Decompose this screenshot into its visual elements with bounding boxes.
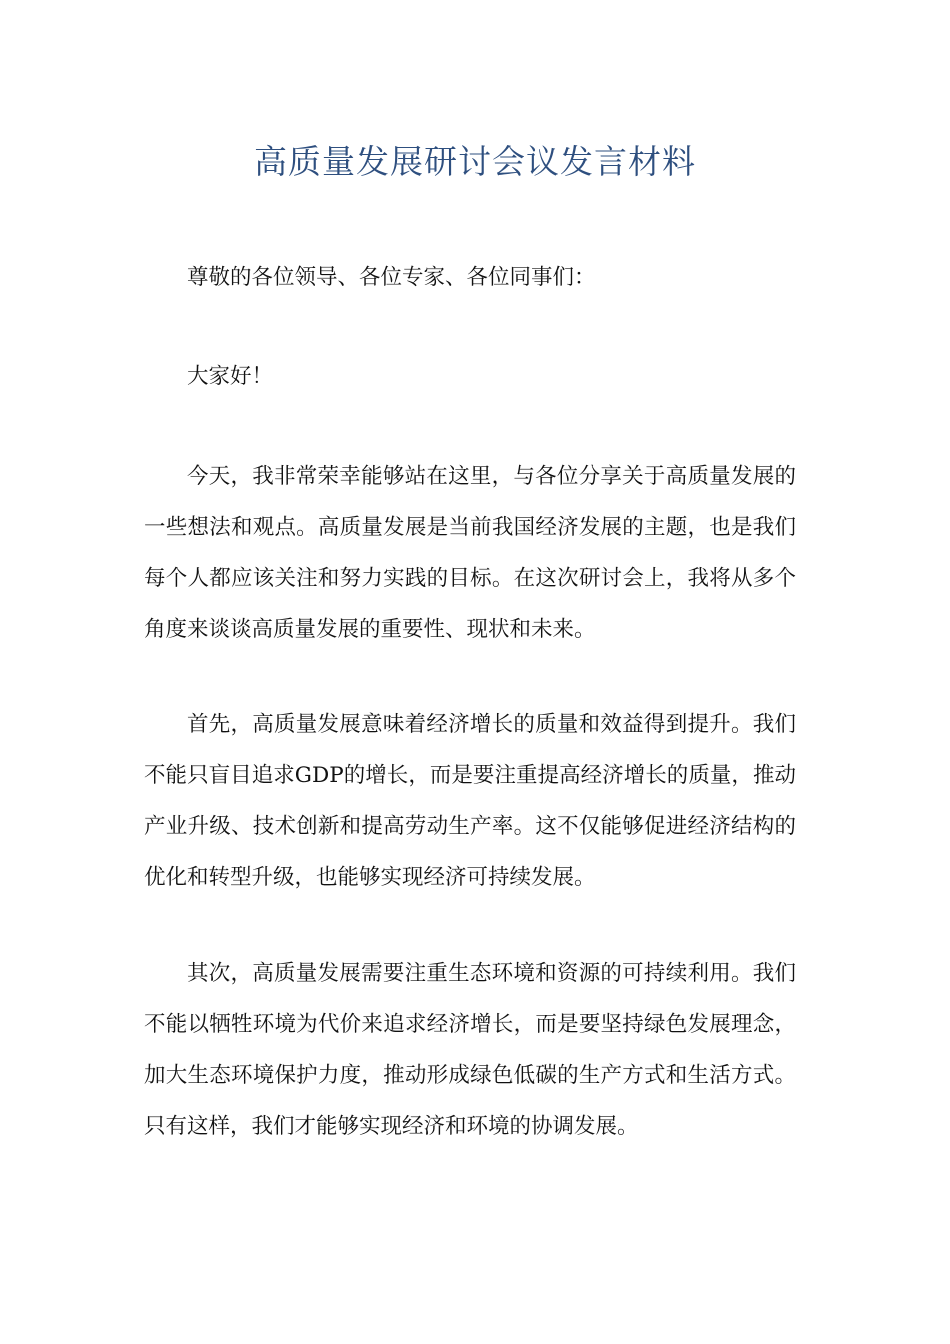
salutation-paragraph: 尊敬的各位领导、各位专家、各位同事们： [187,265,596,290]
greeting-paragraph: 大家好！ [187,364,274,389]
body-paragraph-first-point: 首先，高质量发展意味着经济增长的质量和效益得到提升。我们不能只盲目追求GDP的增长，而是要注重提高经济增长的质量，推动产业升级、技术创新和提高劳动生产率。这不仅能够促进经济结构的优化和转型升级，也能够实现经济可持续发展。 [144,712,796,890]
body-paragraph-intro: 今天，我非常荣幸能够站在这里，与各位分享关于高质量发展的一些想法和观点。高质量发展是当前我国经济发展的主题，也是我们每个人都应该关注和努力实践的目标。在这次研讨会上，我将从多个角度来谈谈高质量发展的重要性、现状和未来。 [144,464,796,642]
document-title: 高质量发展研讨会议发言材料 [254,142,696,181]
body-paragraph-second-point: 其次，高质量发展需要注重生态环境和资源的可持续利用。我们不能以牺牲环境为代价来追求经济增长，而是要坚持绿色发展理念，加大生态环境保护力度，推动形成绿色低碳的生产方式和生活方式。只有这样，我们才能够实现经济和环境的协调发展。 [144,961,796,1139]
